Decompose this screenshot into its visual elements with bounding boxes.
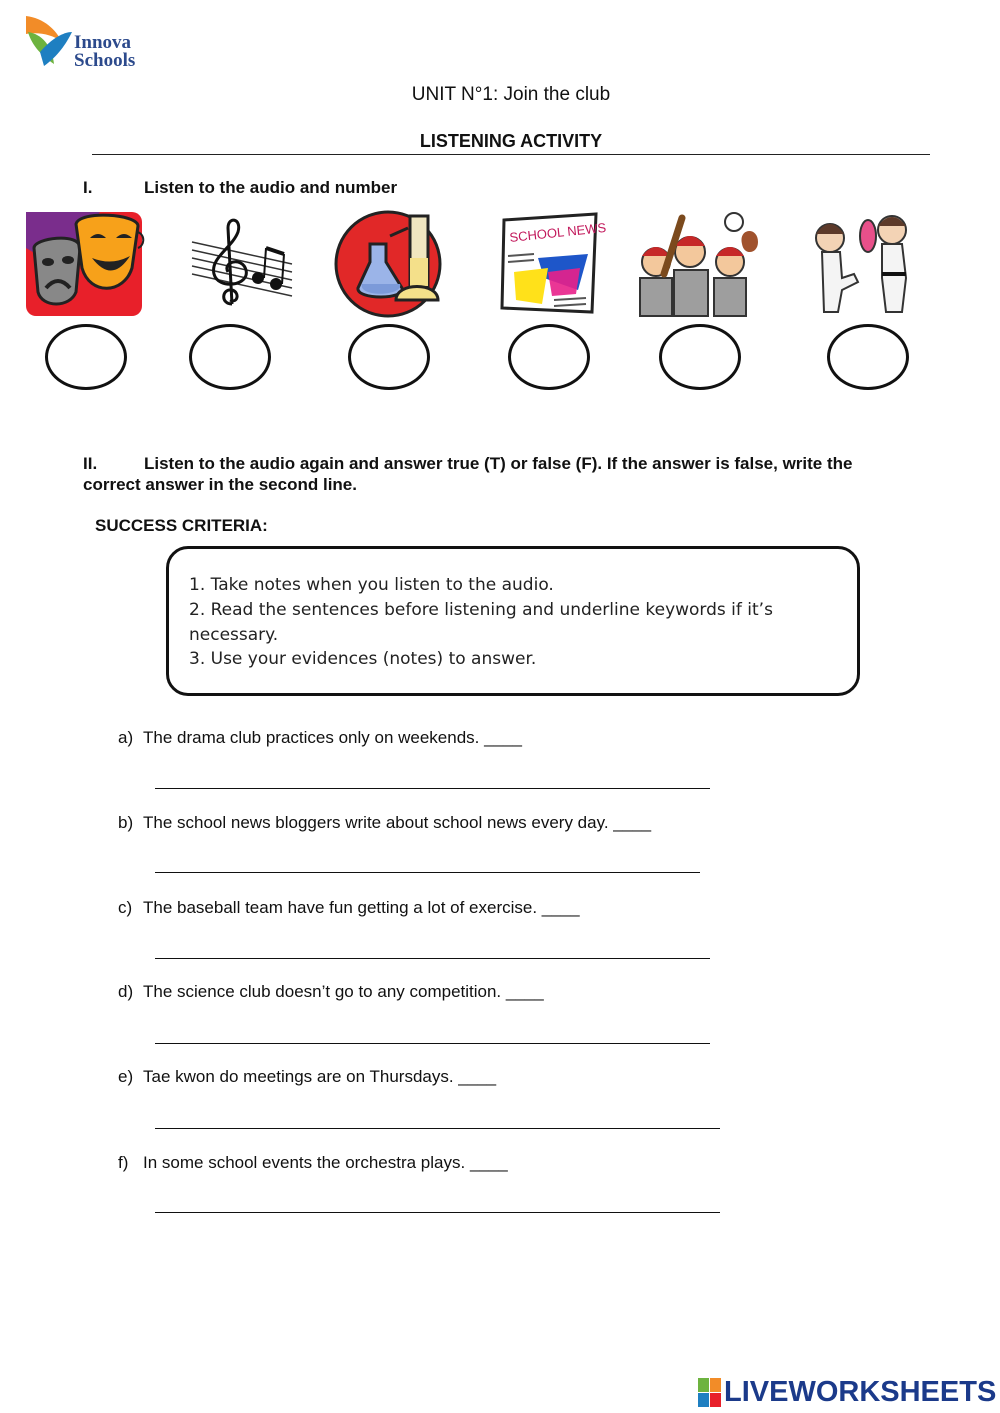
header-divider <box>92 154 930 155</box>
answer-oval-5[interactable] <box>659 324 741 390</box>
innova-leaf-icon <box>22 12 74 70</box>
question-c-letter: c) <box>118 898 133 917</box>
answer-oval-1[interactable] <box>45 324 127 390</box>
question-d-text: The science club doesn’t go to any competition. ____ <box>143 982 544 1001</box>
question-a-letter: a) <box>118 728 134 747</box>
question-b-text: The school news bloggers write about school news every day. ____ <box>143 813 652 832</box>
science-flasks-icon <box>330 208 458 320</box>
theatre-masks-icon <box>20 208 148 320</box>
section2-instruction-line1: Listen to the audio again and answer true (T) or false (F). If the answer is false, write the <box>144 454 853 473</box>
activity-title: LISTENING ACTIVITY <box>419 131 603 151</box>
logo-name-line2: Schools <box>74 50 136 71</box>
taekwondo-icon <box>802 208 930 320</box>
question-c-answer-line[interactable] <box>155 958 710 959</box>
question-b-answer-line[interactable] <box>155 872 700 873</box>
criteria-item: 1. Take notes when you listen to the audio. <box>189 575 554 595</box>
baseball-team-icon <box>634 208 762 320</box>
question-f-answer-line[interactable] <box>155 1212 720 1213</box>
question-e-letter: e) <box>118 1067 134 1086</box>
answer-oval-6[interactable] <box>827 324 909 390</box>
logo-name-line1: Innova <box>74 32 132 53</box>
school-news-label: SCHOOL NEWS <box>508 219 607 245</box>
section2-number: II. <box>83 454 98 473</box>
question-e-text: Tae kwon do meetings are on Thursdays. ____ <box>143 1067 497 1086</box>
question-c-text: The baseball team have fun getting a lot of exercise. ____ <box>143 898 580 917</box>
liveworksheets-brand: LIVEWORKSHEETS <box>724 1376 997 1408</box>
question-b-letter: b) <box>118 813 134 832</box>
criteria-item: 2. Read the sentences before listening and underline keywords if it’s <box>189 600 773 620</box>
music-notes-icon <box>188 208 316 320</box>
liveworksheets-badge-icon <box>698 1378 722 1408</box>
answer-oval-3[interactable] <box>348 324 430 390</box>
success-criteria-heading: SUCCESS CRITERIA: <box>95 516 268 535</box>
answer-oval-2[interactable] <box>189 324 271 390</box>
section1-instruction: Listen to the audio and number <box>144 178 398 197</box>
question-f-letter: f) <box>118 1153 129 1172</box>
question-a-answer-line[interactable] <box>155 788 710 789</box>
section1-number: I. <box>83 178 93 197</box>
question-d-letter: d) <box>118 982 134 1001</box>
question-a-text: The drama club practices only on weekends. ____ <box>143 728 522 747</box>
question-d-answer-line[interactable] <box>155 1043 710 1044</box>
liveworksheets-logo <box>698 1376 997 1410</box>
criteria-item: 3. Use your evidences (notes) to answer. <box>189 649 537 669</box>
criteria-item: necessary. <box>189 625 279 645</box>
answer-oval-4[interactable] <box>508 324 590 390</box>
question-e-answer-line[interactable] <box>155 1128 720 1129</box>
school-news-icon <box>492 208 620 320</box>
unit-title: UNIT N°1: Join the club <box>411 84 611 105</box>
success-criteria-box <box>166 546 860 696</box>
school-logo <box>22 12 162 72</box>
section2-instruction-line2: correct answer in the second line. <box>83 475 357 494</box>
question-f-text: In some school events the orchestra plays. ____ <box>143 1153 508 1172</box>
